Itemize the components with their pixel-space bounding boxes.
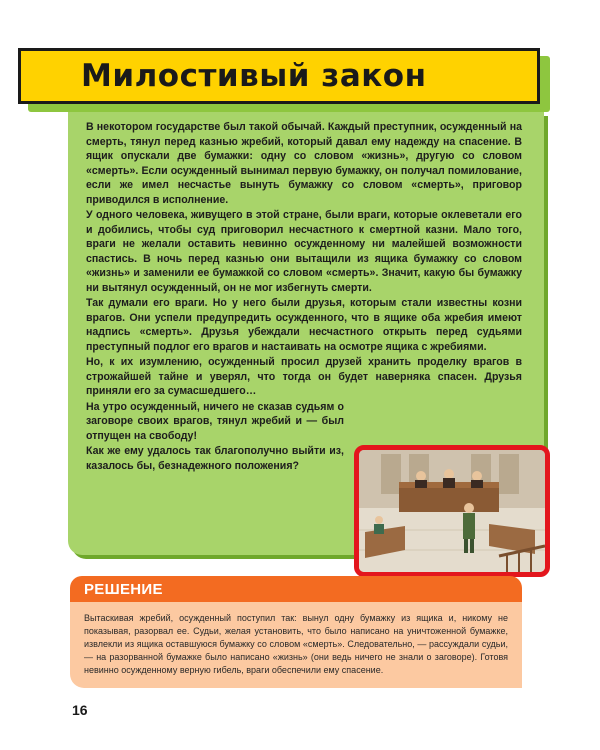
page-title: Милостивый закон (81, 58, 427, 94)
courtroom-illustration (354, 445, 550, 577)
solution-title: РЕШЕНИЕ (84, 580, 163, 598)
solution-header (70, 576, 522, 602)
story-paragraph: В некотором государстве был такой обычай. Каждый преступник, осужденный на смерть, тянул перед казнью жребий, который давал ему надежду на спасение. В ящик опускали две бумажки: одну со словом «жизнь», другую со словом «смерть». Если осужденный вынимал первую бумажку, он получал помилование, если же имел несчастье вынуть бумажку со словом «смерть», приговор приводился в исполнение. (86, 121, 522, 206)
story-text (86, 120, 522, 474)
story-question: Как же ему удалось так благополучно выйти из, казалось бы, безнадежного положения? (86, 445, 344, 472)
solution-body (70, 602, 522, 688)
story-paragraph: Но, к их изумлению, осужденный просил друзей хранить проделку врагов в строжайшей тайне и уверял, что тогда он будет наверняка спасен. Друзья приняли его за сумасшедшего… (86, 356, 522, 397)
story-paragraph: На утро осужденный, ничего не сказав судьям о заговоре своих врагов, тянул жребий и — был отпущен на свободу! (86, 400, 344, 442)
page-number: 16 (72, 702, 88, 718)
courtroom-drawing (359, 450, 545, 572)
solution-text: Вытаскивая жребий, осужденный поступил так: вынул одну бумажку из ящика и, никому не показывая, разорвал ее. Судьи, желая установить, что было написано на уничтоженной бумажке, извлекли из ящика оставшуюся бумажку со словом «смерть». Следовательно, — рассуждали судьи, — на разорванной бумажке было написано «жизнь» (они ведь ничего не знали о заговоре). Готовя невинно осужденному верную гибель, враги обеспечили ему спасение. (84, 613, 508, 675)
story-paragraph: Так думали его враги. Но у него были друзья, которым стали известны козни врагов. Они успели предупредить осужденного, что в ящике оба жребия имеют надпись «смерть». Друзья убеждали несчастного открыть перед судьями преступный подлог его врагов и настаивать на осмотре ящика с жребиями. (86, 297, 522, 353)
title-banner (18, 48, 540, 104)
story-paragraph: У одного человека, живущего в этой стране, были враги, которые оклеветали его и добились, чтобы суд приговорил несчастного к смертной казни. Мало того, враги не желали оставить невинно осужденному ни малейшей возможности спастись. В ночь перед казнью они вытащили из ящика бумажку со словом «жизнь» и заменили ее бумажкой со словом «смерть». Значит, какую бы бумажку ни вытянул осужденный, он не мог избегнуть смерти. (86, 209, 522, 294)
